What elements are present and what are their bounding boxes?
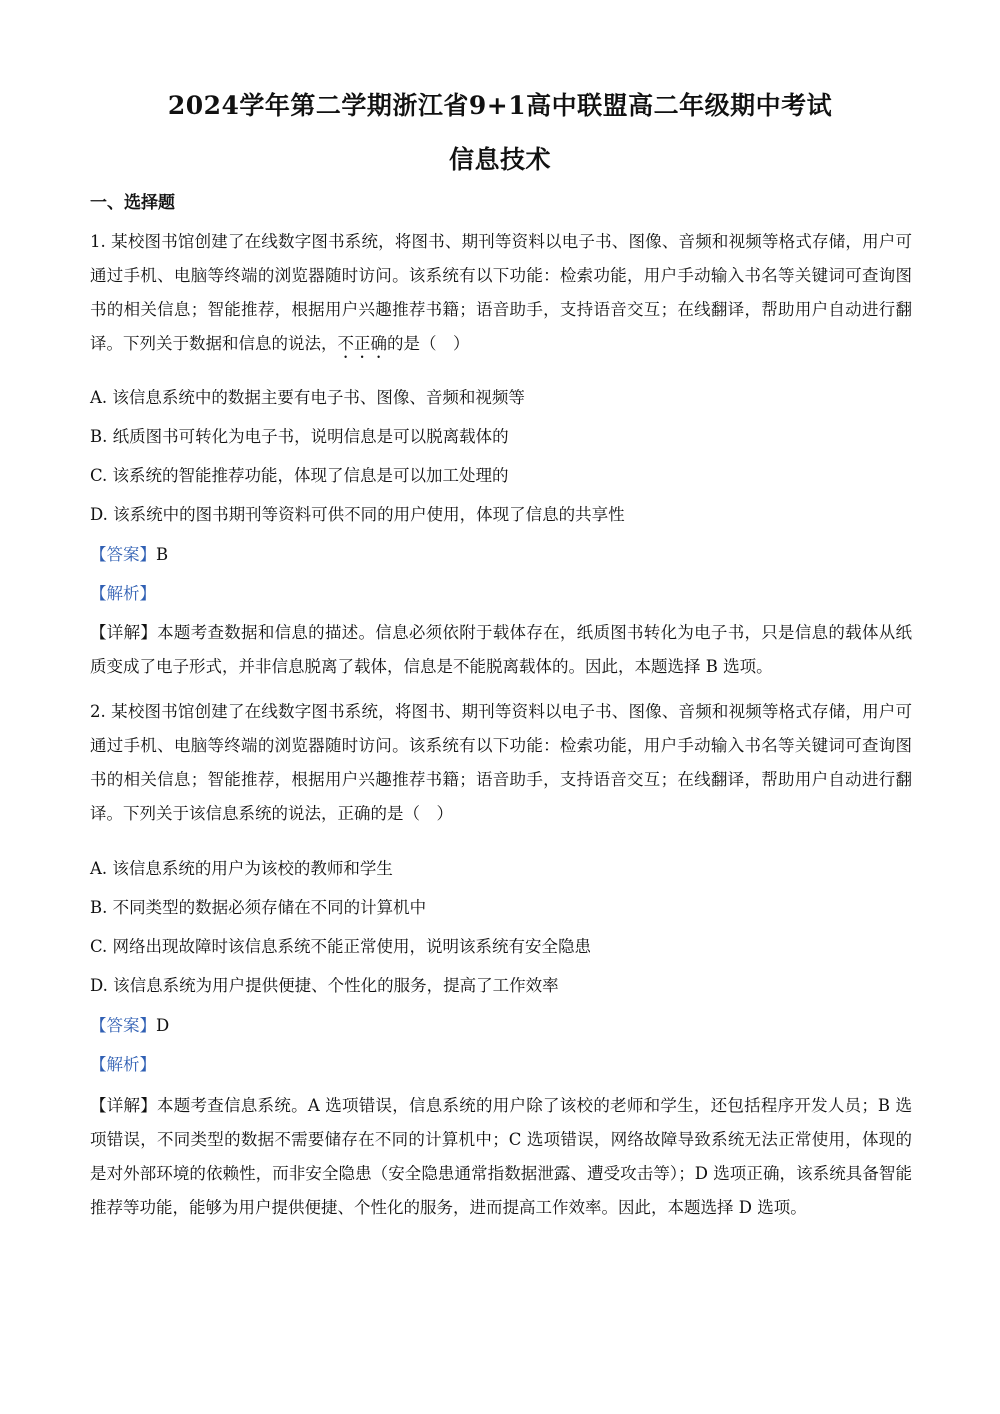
question-1-stem — [90, 225, 912, 362]
question-2-detail — [90, 1089, 912, 1225]
question-1-option-d: D. 该系统中的图书期刊等资料可供不同的用户使用，体现了信息的共享性 — [90, 505, 625, 524]
question-1-detail — [90, 616, 912, 684]
question-1-stem-end: 的是（ ） — [387, 334, 470, 353]
analysis-label: 【解析】 — [90, 1055, 156, 1074]
question-1-emphasis: 不正确 — [337, 334, 387, 353]
question-2-stem: 2. 某校图书馆创建了在线数字图书系统，将图书、期刊等资料以电子书、图像、音频和视频等格式存储，用户可通过手机、电脑等终端的浏览器随时访问。该系统有以下功能：检索功能，用户手动输入书名等关键词可查询图书的相关信息；智能推荐，根据用户兴趣推荐书籍；语音助手，支持语音交互；在线翻译，帮助用户自动进行翻译。下列关于该信息系统的说法，正确的是（ ） — [90, 702, 912, 823]
section-heading: 一、选择题 — [90, 193, 175, 213]
question-1-analysis — [90, 579, 912, 609]
subject-title: 信息技术 — [448, 145, 551, 174]
question-1-option-b: B. 纸质图书可转化为电子书，说明信息是可以脱离载体的 — [90, 427, 509, 446]
question-2-option-c: C. 网络出现故障时该信息系统不能正常使用，说明该系统有安全隐患 — [90, 937, 592, 956]
question-2-analysis — [90, 1050, 912, 1080]
question-2-answer — [90, 1011, 912, 1041]
question-2-option-b: B. 不同类型的数据必须存储在不同的计算机中 — [90, 898, 427, 917]
question-1-answer-value: B — [156, 545, 169, 564]
question-1-detail-text: 本题考查数据和信息的描述。信息必须依附于载体存在，纸质图书转化为电子书，只是信息的载体从纸质变成了电子形式，并非信息脱离了载体，信息是不能脱离载体的。因此，本题选择 B 选项。 — [90, 623, 912, 676]
detail-label: 【详解】 — [90, 1096, 158, 1115]
analysis-label: 【解析】 — [90, 584, 156, 603]
answer-label: 【答案】 — [90, 545, 156, 564]
question-1-option-a: A. 该信息系统中的数据主要有电子书、图像、音频和视频等 — [90, 388, 525, 407]
answer-label: 【答案】 — [90, 1016, 156, 1035]
exam-title: 2024学年第二学期浙江省9+1高中联盟高二年级期中考试 — [167, 91, 833, 120]
detail-label: 【详解】 — [90, 623, 158, 642]
question-1-answer — [90, 540, 912, 570]
question-2-detail-text: 本题考查信息系统。A 选项错误，信息系统的用户除了该校的老师和学生，还包括程序开发人员；B 选项错误，不同类型的数据不需要储存在不同的计算机中；C 选项错误，网络故障导致系统无法正常使用，体现的是对外部环境的依赖性，而非安全隐患（安全隐患通常指数据泄露、遭受攻击等）；D 选项正确，该系统具备智能推荐等功能，能够为用户提供便捷、个性化的服务，进而提高工作效率。因此，本题选择 D 选项。 — [90, 1096, 913, 1217]
question-1-option-c: C. 该系统的智能推荐功能，体现了信息是可以加工处理的 — [90, 466, 509, 485]
question-2-option-d: D. 该信息系统为用户提供便捷、个性化的服务，提高了工作效率 — [90, 976, 559, 995]
question-1-stem-text: 1. 某校图书馆创建了在线数字图书系统，将图书、期刊等资料以电子书、图像、音频和视频等格式存储，用户可通过手机、电脑等终端的浏览器随时访问。该系统有以下功能：检索功能，用户手动输入书名等关键词可查询图书的相关信息；智能推荐，根据用户兴趣推荐书籍；语音助手，支持语音交互；在线翻译，帮助用户自动进行翻译。下列关于数据和信息的说法， — [90, 232, 912, 353]
question-2-option-a: A. 该信息系统的用户为该校的教师和学生 — [90, 859, 393, 878]
question-2-answer-value: D — [156, 1016, 170, 1035]
